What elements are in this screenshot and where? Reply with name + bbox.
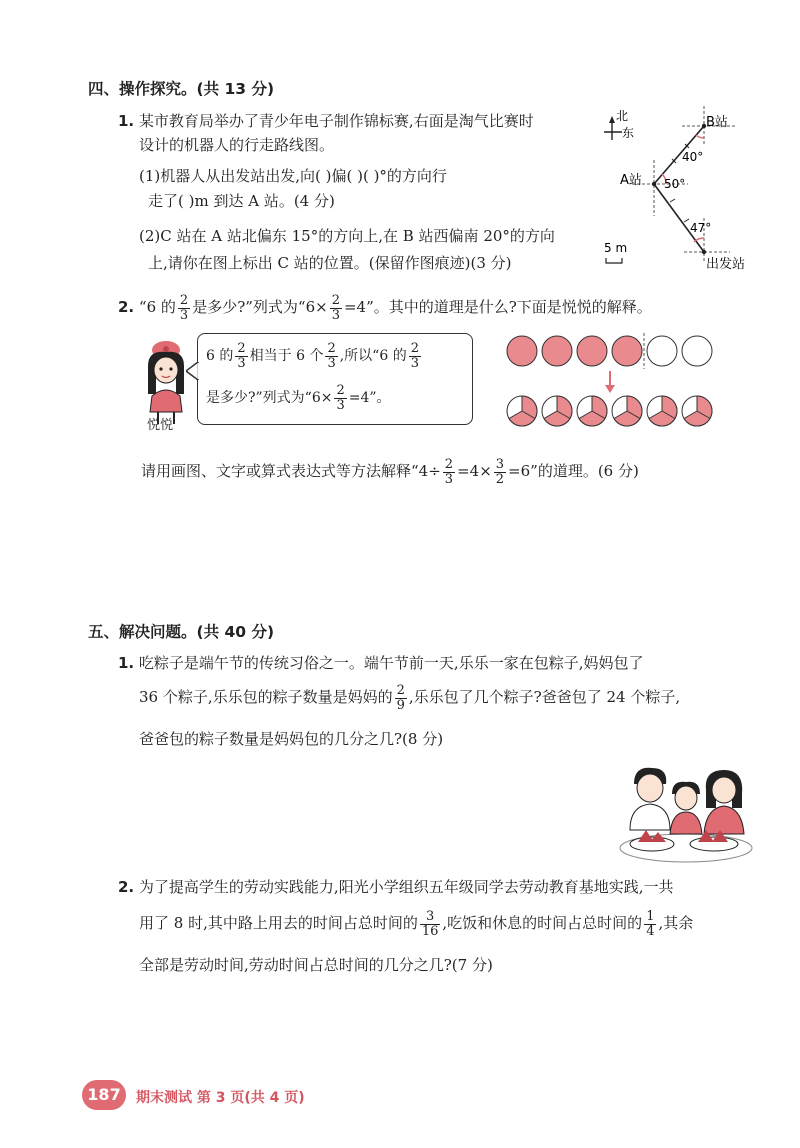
footer-text: 期末测试 第 3 页(共 4 页)	[136, 1090, 305, 1106]
scale-label: 5 m	[604, 241, 628, 255]
empty-circle	[647, 336, 677, 366]
bubble-line2: 是多少?”列式为“6× $\frac{2}{3}$ =4”。	[206, 383, 391, 413]
filled-circle	[542, 336, 572, 366]
q2-text-pre: “6 的	[138, 298, 176, 317]
fraction: $\frac{2}{3}$	[331, 293, 340, 323]
q1-line1	[118, 110, 534, 131]
q2-text-post: =4”。其中的道理是什么?下面是悦悦的解释。	[343, 298, 652, 317]
s5-q2-line2: 用了 8 时,其中路上用去的时间占总时间的 $\frac{3}{16}$ ,吃饭和休息的时间占总时间的 $\frac{1}{4}$ ,其余	[139, 909, 694, 939]
partitioned-circle	[612, 396, 642, 426]
s5-q2-line3: 全部是劳动时间,劳动时间占总时间的几分之几?(7 分)	[139, 956, 493, 974]
filled-circle	[507, 336, 537, 366]
bubble-tail	[186, 362, 200, 380]
page-number-badge: 187	[82, 1080, 126, 1110]
question-number: 2.	[118, 878, 135, 896]
start-station-label: 出发站	[706, 257, 746, 272]
girl-name: 悦悦	[147, 418, 174, 433]
empty-circle	[682, 336, 712, 366]
q1-part2-line2: 上,请你在图上标出 C 站的位置。(保留作图痕迹)(3 分)	[148, 254, 512, 272]
angle-a-label: 50°	[664, 177, 686, 191]
s5-q1-line3: 爸爸包的粽子数量是妈妈包的几分之几?(8 分)	[139, 730, 444, 748]
section4-title: 四、操作探究。(共 13 分)	[88, 80, 275, 98]
down-arrow-head	[605, 385, 615, 393]
q2-line1	[118, 294, 652, 322]
route-map	[596, 104, 776, 276]
q2-text-mid: 是多少?”列式为“6×	[192, 298, 328, 317]
angle-arc-b	[696, 135, 704, 138]
s5-q1-line1: 1. 吃粽子是端午节的传统习俗之一。端午节前一天,乐乐一家在包粽子,妈妈包了	[118, 654, 644, 672]
circles-diagram	[506, 333, 716, 433]
angle-arc-start	[694, 238, 704, 242]
route-start-to-a	[654, 184, 704, 252]
angle-b-label: 40°	[682, 150, 704, 164]
s5-q1-line2: 36 个粽子,乐乐包的粽子数量是妈妈的 $\frac{2}{9}$ ,乐乐包了几个粽子?爸爸包了 24 个粽子,	[139, 683, 681, 713]
fraction: $\frac{2}{3}$	[179, 293, 189, 323]
partitioned-circle	[542, 396, 572, 426]
family-illustration	[616, 760, 756, 866]
filled-circle	[577, 336, 607, 366]
compass-east-label: 东	[622, 126, 635, 140]
partitioned-circle	[647, 396, 677, 426]
s5-q2-line1: 2. 为了提高学生的劳动实践能力,阳光小学组织五年级同学去劳动教育基地实践,一共	[118, 878, 674, 896]
compass-arrow	[609, 116, 615, 123]
scale-bar	[606, 258, 622, 263]
section5-title: 五、解决问题。(共 40 分)	[88, 623, 275, 641]
compass-north-label: 北	[616, 109, 629, 123]
q1-text-line1: 某市教育局举办了青少年电子制作锦标赛,右面是淘气比赛时	[138, 112, 534, 130]
filled-circle	[612, 336, 642, 366]
partitioned-circle	[682, 396, 712, 426]
a-station-label: A站	[620, 173, 642, 188]
angle-start-label: 47°	[690, 221, 712, 235]
bubble-line1: 6 的 $\frac{2}{3}$ 相当于 6 个 $\frac{2}{3}$ ,所以“6 的 $\frac{2}{3}$	[206, 341, 419, 371]
b-station-label: B站	[706, 115, 728, 130]
q1-part2-line1: (2)C 站在 A 站北偏东 15°的方向上,在 B 站西偏南 20°的方向	[139, 227, 555, 245]
question-number: 1.	[118, 112, 135, 130]
q1-text-line2: 设计的机器人的行走路线图。	[139, 136, 335, 154]
q2-task: 请用画图、文字或算式表达式等方法解释“4÷ $\frac{2}{3}$ =4× $\frac{3}{2}$ =6”的道理。(6 分)	[141, 457, 639, 487]
partitioned-circle	[577, 396, 607, 426]
question-number: 1.	[118, 654, 135, 672]
speech-bubble	[197, 333, 473, 425]
q1-part1-line2: 走了( )m 到达 A 站。(4 分)	[148, 192, 335, 210]
q1-part1-line1: (1)机器人从出发站出发,向( )偏( )( )°的方向行	[139, 167, 447, 185]
question-number: 2.	[118, 298, 135, 317]
partitioned-circle	[507, 396, 537, 426]
